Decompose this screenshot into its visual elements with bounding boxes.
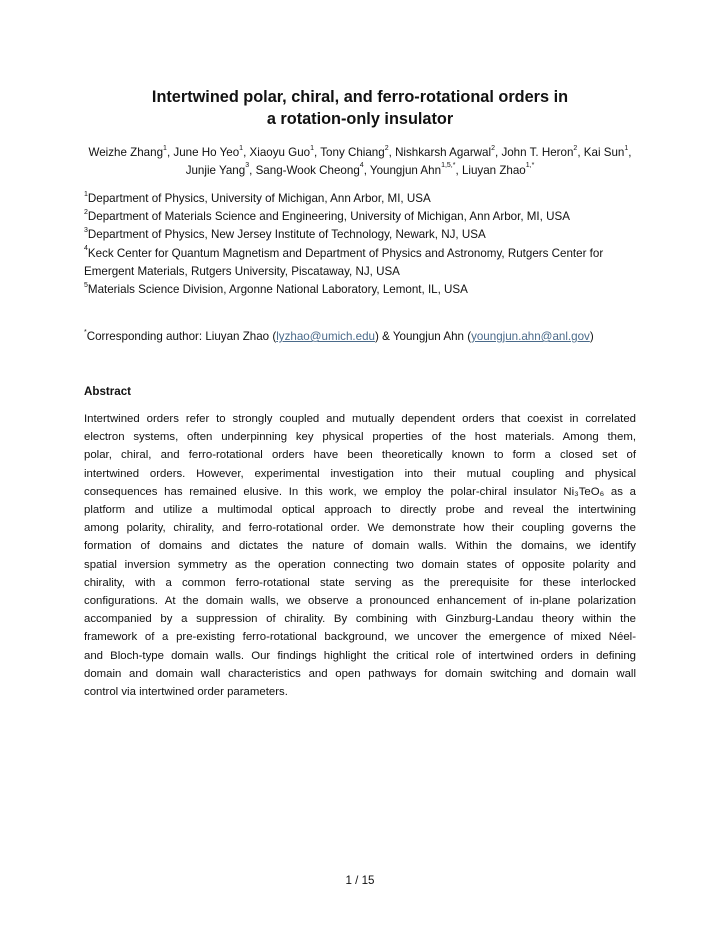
affiliation-list	[84, 190, 636, 299]
author: Junjie Yang$^3$	[185, 162, 250, 177]
abstract-line: and Bloch-type domain walls. Our findings highlight the critical role of intertwined orders in defining	[84, 649, 636, 662]
author: Youngjun Ahn$^{1,5,*}$	[369, 162, 456, 177]
abstract-body	[84, 410, 636, 701]
email-link-zhao[interactable]: lyzhao@umich.edu	[276, 330, 375, 343]
abstract-line: accompanied by a suppression of chirality. By combining with Ginzburg-Landau theory within the	[84, 613, 636, 626]
abstract-line: consequences has remained elusive. In this work, we employ the polar-chiral insulator Ni₃TeO₆ as a	[84, 485, 636, 498]
corresponding-author: *Corresponding author: Liuyan Zhao (lyzhao@umich.edu) & Youngjun Ahn (youngjun.ahn@anl.gov)	[84, 328, 594, 343]
author: John T. Heron$^2$	[501, 144, 578, 159]
author: Liuyan Zhao$^{1,*}$	[461, 162, 535, 177]
author: June Ho Yeo$^1$	[173, 144, 244, 159]
abstract-line: framework of a pre-existing ferro-rotational background, we uncover the emergence of mixed Néel-	[84, 631, 636, 644]
abstract-line: control via intertwined order parameters.	[84, 686, 288, 699]
author: Kai Sun$^1$	[583, 144, 629, 159]
affiliation: $^1$Department of Physics, University of Michigan, Ann Arbor, MI, USA	[84, 190, 431, 205]
title-line-1: Intertwined polar, chiral, and ferro-rotational orders in	[151, 88, 569, 106]
abstract-line: configurations. At the domain walls, we observe a pronounced enhancement of in-plane polarization	[84, 595, 636, 608]
paper-title	[84, 86, 636, 130]
affiliation: $^5$Materials Science Division, Argonne National Laboratory, Lemont, IL, USA	[84, 281, 468, 297]
abstract-line: platform and utilize a multimodal optical approach to directly probe and reveal the intertwining	[84, 504, 636, 517]
author-list: Weizhe Zhang$^1$, June Ho Yeo$^1$, Xiaoyu Guo$^1$, Tony Chiang$^2$, Nishkarsh Agarwal$^2$, John T. Heron$^2$, Kai Sun$^1$, Junjie Yang$^3$, Sang-Wook Cheong$^4$, Youngjun Ahn$^{1,5,*}$, Liuyan Zhao$^{1,*}$	[88, 144, 632, 177]
abstract-line: formation of domains and dictates the nature of domain walls. Within the domains, we identify	[84, 540, 636, 553]
author: Xiaoyu Guo$^1$	[249, 144, 315, 159]
author: Sang-Wook Cheong$^4$	[255, 162, 364, 177]
title-line-2: a rotation-only insulator	[266, 110, 454, 128]
affiliation: $^4$Keck Center for Quantum Magnetism and Department of Physics and Astronomy, Rutgers Center for Emergent Materials, Rutgers University, Piscataway, NJ, USA	[84, 245, 604, 278]
abstract-line: spatial inversion symmetry as the operation connecting two domain states of opposite polarity and	[84, 558, 636, 571]
author: Nishkarsh Agarwal$^2$	[395, 144, 495, 159]
email-link-ahn[interactable]: youngjun.ahn@anl.gov	[471, 330, 590, 343]
abstract-line: domain and domain wall characteristics and open pathways for domain switching and domain wall	[84, 667, 636, 680]
author: Tony Chiang$^2$	[320, 144, 389, 159]
abstract-line: polar, chiral, and ferro-rotational orders have been theoretically known to form a closed set of	[84, 449, 636, 462]
abstract-heading: Abstract	[84, 385, 132, 398]
affiliation: $^3$Department of Physics, New Jersey Institute of Technology, Newark, NJ, USA	[84, 227, 486, 242]
abstract-line: among polarity, chirality, and ferro-rotational order. We demonstrate how their coupling governs the	[84, 522, 636, 535]
abstract-line: Intertwined orders refer to strongly coupled and mutually dependent orders that coexist in correlated	[84, 413, 636, 425]
abstract-line: electron systems, often underpinning key physical properties of the host materials. Among them,	[84, 431, 636, 444]
page-number: 1 / 15	[345, 874, 375, 887]
affiliation: $^2$Department of Materials Science and Engineering, University of Michigan, Ann Arbor, MI, USA	[84, 208, 570, 224]
abstract-line: intertwined orders. However, experimental investigation into their mutual coupling and physical	[84, 467, 636, 480]
abstract-line: chirality, with a common ferro-rotational state serving as the prerequisite for these interlocked	[84, 576, 636, 589]
author: Weizhe Zhang$^1$	[88, 144, 167, 159]
